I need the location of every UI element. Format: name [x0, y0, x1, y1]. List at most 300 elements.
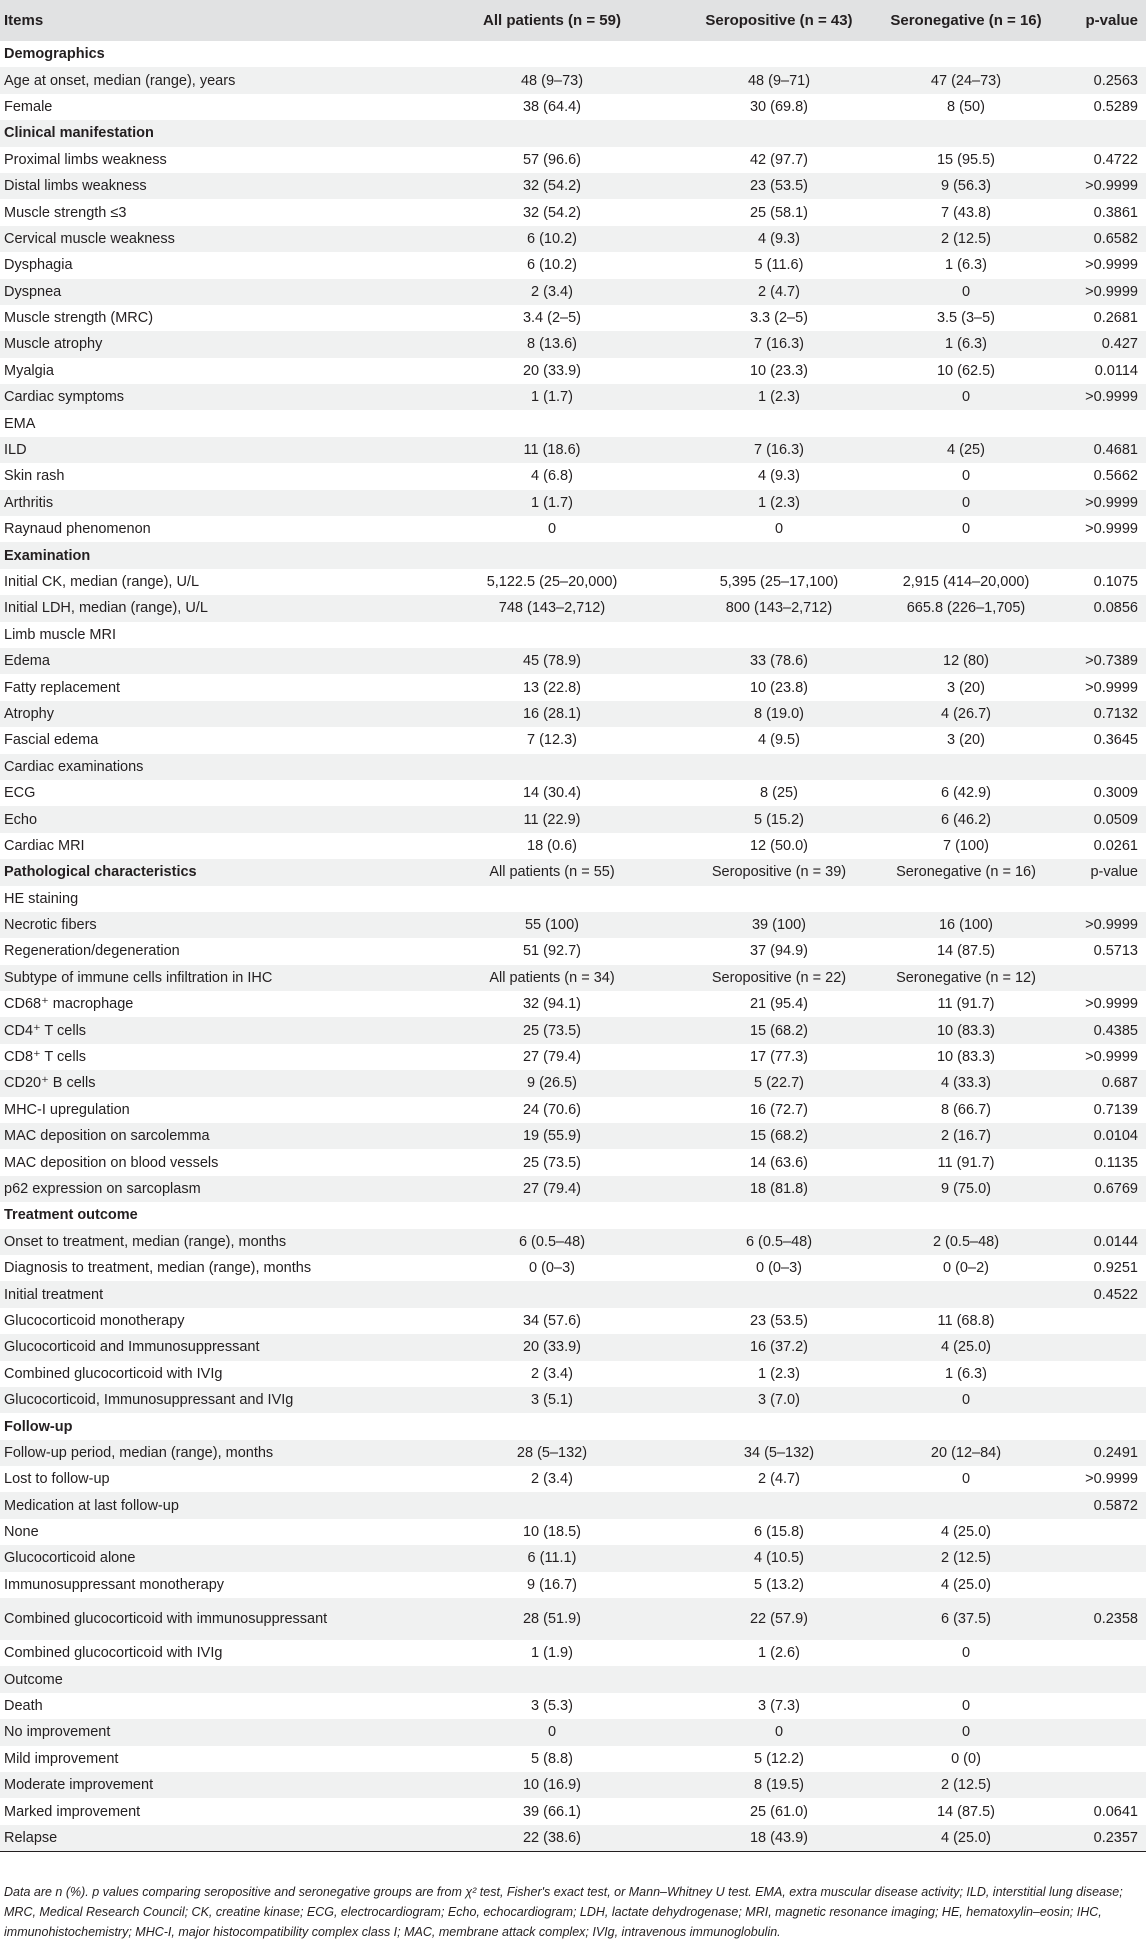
cell-seronegative: 11 (91.7): [937, 996, 995, 1013]
table-row: [0, 1693, 1146, 1719]
row-label: Subtype of immune cells infiltration in IHC: [4, 969, 273, 986]
cell-seronegative: 8 (50): [947, 98, 985, 115]
row-label: Glucocorticoid monotherapy: [4, 1312, 185, 1329]
row-label: CD4⁺ T cells: [4, 1022, 87, 1039]
cell-seronegative: [888, 41, 1044, 67]
cell-p-value: [1044, 1334, 1146, 1360]
row-label: Necrotic fibers: [4, 917, 97, 934]
cell-all-patients: 11 (22.9): [523, 811, 581, 828]
cell-p-value: 0.687: [1101, 1075, 1138, 1092]
cell-p-value: [1044, 1545, 1146, 1571]
cell-all-patients: [434, 41, 670, 67]
row-label: ILD: [4, 442, 27, 459]
cell-all-patients: 9 (26.5): [527, 1075, 577, 1092]
cell-seropositive: 1 (2.6): [758, 1645, 800, 1662]
row-label: Edema: [4, 653, 50, 670]
cell-all-patients: 11 (18.6): [523, 442, 581, 459]
cell-seropositive: [670, 754, 888, 780]
cell-all-patients: 19 (55.9): [522, 1128, 582, 1145]
row-label: Follow-up period, median (range), months: [4, 1444, 274, 1461]
cell-seropositive: [670, 886, 888, 912]
cell-p-value: 0.5289: [1093, 98, 1138, 115]
table-row: [0, 1440, 1146, 1466]
cell-seropositive: 18 (43.9): [749, 1829, 809, 1846]
cell-seronegative: 0 (0): [951, 1750, 981, 1767]
table-row: [0, 1255, 1146, 1281]
table-row: [0, 1149, 1146, 1175]
cell-all-patients: 39 (66.1): [522, 1803, 582, 1820]
cell-all-patients: 0: [547, 1724, 557, 1741]
row-label: MHC-I upregulation: [4, 1101, 130, 1118]
cell-seronegative: 4 (25.0): [941, 1576, 991, 1593]
cell-p-value: >0.9999: [1085, 1471, 1138, 1488]
cell-seropositive: 800 (143–2,712): [725, 600, 833, 617]
table-header-row: [0, 0, 1146, 41]
cell-all-patients: 32 (94.1): [522, 996, 582, 1013]
cell-all-patients: 25 (73.5): [522, 1154, 582, 1171]
cell-seronegative: 11 (68.8): [937, 1312, 995, 1329]
header-seronegative: Seronegative (n = 16): [890, 12, 1042, 29]
row-label: Cardiac MRI: [4, 837, 85, 854]
row-label: Dyspnea: [4, 283, 62, 300]
table-row: [0, 991, 1146, 1017]
cell-seropositive: 6 (0.5–48): [745, 1233, 813, 1250]
cell-all-patients: 10 (16.9): [522, 1777, 582, 1794]
row-label: Raynaud phenomenon: [4, 521, 151, 538]
cell-p-value: [1044, 41, 1146, 67]
cell-seronegative: 14 (87.5): [936, 943, 996, 960]
cell-seropositive: 0 (0–3): [756, 1260, 802, 1277]
row-label: HE staining: [4, 890, 79, 907]
cell-all-patients: 1 (1.7): [531, 389, 573, 406]
row-label: Dysphagia: [4, 257, 73, 274]
table-row: [0, 410, 1146, 436]
table-row: [0, 1545, 1146, 1571]
cell-p-value: 0.2358: [1093, 1610, 1138, 1627]
cell-p-value: >0.9999: [1085, 917, 1138, 934]
cell-seropositive: 0: [774, 1724, 784, 1741]
cell-p-value: 0.4385: [1093, 1022, 1138, 1039]
cell-p-value: 0.427: [1101, 336, 1138, 353]
row-label: MAC deposition on sarcolemma: [4, 1128, 210, 1145]
cell-seropositive: 2 (4.7): [758, 283, 800, 300]
cell-all-patients: 5,122.5 (25–20,000): [486, 574, 618, 590]
row-label: Initial CK, median (range), U/L: [4, 574, 200, 590]
cell-seronegative: 10 (62.5): [936, 362, 996, 379]
table-row: [0, 1281, 1146, 1307]
cell-seropositive: [670, 1202, 888, 1228]
cell-p-value: [1044, 1413, 1146, 1439]
cell-all-patients: [434, 622, 670, 648]
cell-seronegative: 11 (91.7): [937, 1154, 995, 1171]
cell-seropositive: [670, 41, 888, 67]
cell-seronegative: 7 (100): [943, 837, 989, 854]
row-label: Arthritis: [4, 494, 54, 511]
table-row: [0, 965, 1146, 991]
cell-seropositive: 5 (22.7): [754, 1075, 804, 1092]
cell-seronegative: 0: [961, 494, 971, 511]
cell-seronegative: 0: [961, 1471, 971, 1488]
cell-seropositive: 5,395 (25–17,100): [719, 574, 839, 590]
cell-seropositive: 17 (77.3): [749, 1049, 809, 1066]
table-row: [0, 331, 1146, 357]
cell-seropositive: 12 (50.0): [749, 837, 809, 854]
cell-all-patients: 10 (18.5): [522, 1524, 582, 1541]
row-label: Distal limbs weakness: [4, 178, 147, 195]
cell-seropositive: Seropositive (n = 39): [711, 864, 847, 881]
cell-p-value: [1044, 754, 1146, 780]
cell-seronegative: 0: [961, 1698, 971, 1715]
cell-p-value: [1044, 1519, 1146, 1545]
cell-seropositive: 30 (69.8): [749, 98, 809, 115]
row-label: Immunosuppressant monotherapy: [4, 1576, 225, 1593]
cell-seropositive: 22 (57.9): [749, 1610, 809, 1627]
cell-all-patients: 34 (57.6): [522, 1312, 582, 1329]
cell-p-value: >0.9999: [1085, 679, 1138, 696]
row-label: Combined glucocorticoid with immunosuppressant: [4, 1610, 328, 1627]
cell-all-patients: 28 (5–132): [516, 1444, 588, 1461]
table-row: [0, 1361, 1146, 1387]
cell-p-value: >0.9999: [1085, 521, 1138, 538]
cell-seropositive: 3.3 (2–5): [749, 310, 809, 327]
cell-seronegative: [888, 886, 1044, 912]
cell-all-patients: 6 (10.2): [527, 230, 577, 247]
cell-seropositive: 4 (9.3): [758, 230, 800, 247]
cell-p-value: 0.2563: [1093, 72, 1138, 89]
cell-all-patients: 27 (79.4): [522, 1180, 582, 1197]
row-label: Initial LDH, median (range), U/L: [4, 600, 208, 617]
table-row: [0, 1229, 1146, 1255]
cell-p-value: 0.0114: [1094, 362, 1138, 379]
cell-p-value: 0.3009: [1093, 785, 1138, 802]
cell-seronegative: 12 (80): [943, 653, 989, 670]
cell-p-value: 0.3861: [1093, 204, 1138, 221]
cell-all-patients: 55 (100): [524, 917, 579, 934]
cell-all-patients: 1 (1.9): [531, 1645, 573, 1662]
cell-all-patients: [434, 1492, 670, 1518]
table-row: [0, 622, 1146, 648]
row-label: Proximal limbs weakness: [4, 151, 167, 168]
cell-seropositive: 7 (16.3): [754, 336, 804, 353]
cell-seropositive: 21 (95.4): [749, 996, 809, 1013]
row-label: Glucocorticoid and Immunosuppressant: [4, 1339, 260, 1356]
table-row: [0, 437, 1146, 463]
table-row: [0, 1666, 1146, 1692]
row-label: None: [4, 1524, 39, 1541]
cell-seropositive: 25 (58.1): [749, 204, 809, 221]
cell-all-patients: 24 (70.6): [522, 1101, 582, 1118]
table-row: [0, 1492, 1146, 1518]
table-row: [0, 912, 1146, 938]
cell-seropositive: 4 (10.5): [754, 1550, 804, 1567]
cell-seropositive: 6 (15.8): [754, 1524, 804, 1541]
cell-p-value: 0.4522: [1093, 1286, 1138, 1303]
table-row: [0, 1097, 1146, 1123]
cell-seropositive: 34 (5–132): [743, 1444, 815, 1461]
row-label: CD20⁺ B cells: [4, 1075, 96, 1092]
cell-seronegative: [888, 120, 1044, 146]
cell-seropositive: 1 (2.3): [758, 494, 800, 511]
cell-p-value: [1044, 1361, 1146, 1387]
table-row: [0, 1387, 1146, 1413]
cell-p-value: [1044, 1666, 1146, 1692]
table-row: [0, 279, 1146, 305]
cell-seropositive: 33 (78.6): [749, 653, 809, 670]
cell-p-value: >0.9999: [1085, 257, 1138, 274]
table-row: [0, 1598, 1146, 1640]
cell-seronegative: 10 (83.3): [936, 1049, 996, 1066]
table-row: [0, 490, 1146, 516]
table-row: [0, 67, 1146, 93]
cell-seronegative: [888, 1666, 1044, 1692]
table-row: [0, 1308, 1146, 1334]
cell-seronegative: 20 (12–84): [930, 1444, 1002, 1461]
cell-all-patients: 27 (79.4): [522, 1049, 582, 1066]
cell-seronegative: 47 (24–73): [930, 72, 1002, 89]
cell-p-value: 0.4722: [1093, 151, 1138, 168]
cell-p-value: 0.6769: [1093, 1180, 1138, 1197]
table-row: [0, 384, 1146, 410]
cell-p-value: 0.6582: [1093, 230, 1138, 247]
table-row: [0, 1017, 1146, 1043]
cell-all-patients: All patients (n = 34): [489, 969, 615, 986]
cell-p-value: >0.9999: [1085, 389, 1138, 406]
cell-p-value: 0.5662: [1093, 468, 1138, 485]
cell-p-value: 0.0856: [1093, 600, 1138, 617]
header-seropositive: Seropositive (n = 43): [705, 12, 853, 29]
cell-seronegative: 4 (33.3): [941, 1075, 991, 1092]
cell-all-patients: 3 (5.1): [531, 1392, 573, 1409]
row-label: Glucocorticoid alone: [4, 1550, 136, 1567]
cell-p-value: 0.9251: [1093, 1260, 1138, 1277]
row-label: Medication at last follow-up: [4, 1497, 179, 1514]
table-row: [0, 358, 1146, 384]
row-label: Follow-up: [4, 1418, 73, 1435]
cell-seronegative: Seronegative (n = 16): [896, 864, 1036, 881]
cell-seronegative: 0 (0–2): [943, 1260, 989, 1277]
cell-p-value: [1044, 622, 1146, 648]
cell-all-patients: 32 (54.2): [522, 178, 582, 195]
table-row: [0, 886, 1146, 912]
cell-p-value: [1044, 120, 1146, 146]
cell-seronegative: [888, 754, 1044, 780]
cell-seronegative: 2 (12.5): [941, 1550, 991, 1567]
cell-seropositive: 10 (23.8): [749, 679, 809, 696]
row-label: Clinical manifestation: [4, 125, 154, 142]
row-label: Moderate improvement: [4, 1777, 154, 1794]
table-row: [0, 199, 1146, 225]
cell-all-patients: 13 (22.8): [522, 679, 582, 696]
cell-p-value: 0.5713: [1093, 943, 1138, 960]
cell-seronegative: 1 (6.3): [945, 336, 987, 353]
table-row: [0, 780, 1146, 806]
cell-seropositive: 2 (4.7): [758, 1471, 800, 1488]
cell-all-patients: [434, 886, 670, 912]
table-row: [0, 173, 1146, 199]
cell-p-value: 0.0104: [1093, 1128, 1138, 1145]
cell-p-value: 0.2357: [1093, 1829, 1138, 1846]
row-label: Myalgia: [4, 362, 54, 379]
row-label: ECG: [4, 785, 36, 802]
cell-seropositive: 42 (97.7): [749, 151, 809, 168]
cell-seronegative: 3.5 (3–5): [936, 310, 996, 327]
cell-all-patients: [434, 1202, 670, 1228]
cell-seropositive: [670, 410, 888, 436]
cell-p-value: [1044, 1772, 1146, 1798]
cell-p-value: >0.9999: [1085, 283, 1138, 300]
row-label: Demographics: [4, 46, 105, 63]
row-label: Relapse: [4, 1829, 58, 1846]
cell-all-patients: 48 (9–73): [520, 72, 584, 89]
cell-p-value: 0.0261: [1093, 837, 1138, 854]
cell-all-patients: 22 (38.6): [522, 1829, 582, 1846]
table-row: [0, 94, 1146, 120]
cell-seronegative: [888, 410, 1044, 436]
table-row: [0, 648, 1146, 674]
cell-all-patients: 16 (28.1): [522, 705, 582, 722]
table-row: [0, 754, 1146, 780]
cell-p-value: 0.3645: [1093, 732, 1138, 749]
row-label: No improvement: [4, 1724, 111, 1741]
table-row: [0, 938, 1146, 964]
row-label: Lost to follow-up: [4, 1471, 110, 1488]
cell-seronegative: 4 (25): [947, 442, 985, 459]
cell-seropositive: 5 (15.2): [754, 811, 804, 828]
table-row: [0, 1572, 1146, 1598]
cell-p-value: [1044, 1308, 1146, 1334]
cell-seronegative: 6 (46.2): [941, 811, 991, 828]
cell-seronegative: 0: [961, 468, 971, 485]
cell-all-patients: 2 (3.4): [531, 1365, 573, 1382]
cell-all-patients: 28 (51.9): [522, 1610, 582, 1627]
cell-p-value: 0.1135: [1094, 1154, 1138, 1171]
cell-all-patients: [434, 410, 670, 436]
row-label: Fascial edema: [4, 732, 99, 749]
table-row: [0, 1044, 1146, 1070]
cell-seropositive: 1 (2.3): [758, 389, 800, 406]
cell-seropositive: 37 (94.9): [749, 943, 809, 960]
cell-seronegative: 1 (6.3): [945, 257, 987, 274]
section-row: [0, 1413, 1146, 1439]
table-row: [0, 727, 1146, 753]
row-label: Treatment outcome: [4, 1207, 138, 1224]
cell-seronegative: 0: [961, 389, 971, 406]
cell-all-patients: 3.4 (2–5): [522, 310, 582, 327]
cell-all-patients: 14 (30.4): [522, 785, 582, 802]
cell-seropositive: 14 (63.6): [749, 1154, 809, 1171]
row-label: MAC deposition on blood vessels: [4, 1154, 219, 1171]
table-row: [0, 833, 1146, 859]
cell-all-patients: 1 (1.7): [531, 494, 573, 511]
cell-seropositive: [670, 622, 888, 648]
section-row: [0, 41, 1146, 67]
cell-p-value: >0.7389: [1085, 653, 1138, 670]
cell-all-patients: [434, 754, 670, 780]
cell-seropositive: 8 (19.0): [754, 705, 804, 722]
cell-all-patients: 20 (33.9): [522, 362, 582, 379]
cell-seropositive: [670, 1492, 888, 1518]
cell-all-patients: [434, 542, 670, 568]
cell-p-value: 0.0144: [1093, 1233, 1138, 1250]
cell-p-value: 0.5872: [1093, 1497, 1138, 1514]
cell-seronegative: 15 (95.5): [936, 151, 996, 168]
cell-seronegative: 4 (25.0): [941, 1829, 991, 1846]
table-row: [0, 226, 1146, 252]
cell-all-patients: 32 (54.2): [522, 204, 582, 221]
cell-p-value: >0.9999: [1085, 178, 1138, 195]
cell-p-value: [1044, 1719, 1146, 1745]
cell-p-value: 0.2681: [1093, 310, 1138, 327]
table-row: [0, 463, 1146, 489]
cell-all-patients: 6 (10.2): [527, 257, 577, 274]
table-row: [0, 1123, 1146, 1149]
table-row: [0, 595, 1146, 621]
cell-seronegative: 3 (20): [947, 679, 985, 696]
table-row: [0, 569, 1146, 595]
cell-p-value: 0.1075: [1093, 574, 1138, 590]
row-label: EMA: [4, 415, 36, 432]
cell-all-patients: 9 (16.7): [527, 1576, 577, 1593]
cell-all-patients: 4 (6.8): [531, 468, 573, 485]
cell-all-patients: 20 (33.9): [522, 1339, 582, 1356]
cell-p-value: >0.9999: [1085, 1049, 1138, 1066]
cell-seropositive: 4 (9.5): [758, 732, 800, 749]
cell-seropositive: [670, 120, 888, 146]
cell-seropositive: 23 (53.5): [749, 1312, 809, 1329]
table-row: [0, 1519, 1146, 1545]
table-row: [0, 1466, 1146, 1492]
row-label: Muscle strength ≤3: [4, 204, 127, 221]
cell-seropositive: 5 (12.2): [754, 1750, 804, 1767]
row-label: Fatty replacement: [4, 679, 121, 696]
cell-seropositive: Seropositive (n = 22): [711, 969, 847, 986]
cell-all-patients: [434, 1281, 670, 1307]
row-label: Skin rash: [4, 468, 65, 485]
header-all-patients: All patients (n = 59): [483, 12, 621, 29]
cell-seronegative: [888, 1281, 1044, 1307]
row-label: Cardiac symptoms: [4, 389, 125, 406]
cell-seropositive: 8 (19.5): [754, 1777, 804, 1794]
cell-all-patients: 51 (92.7): [522, 943, 582, 960]
cell-all-patients: 6 (0.5–48): [518, 1233, 586, 1250]
cell-p-value: 0.4681: [1093, 442, 1138, 459]
cell-p-value: [1044, 542, 1146, 568]
cell-p-value: 0.7139: [1093, 1101, 1138, 1118]
cell-all-patients: [434, 120, 670, 146]
table-row: [0, 1176, 1146, 1202]
cell-seropositive: [670, 1281, 888, 1307]
cell-all-patients: 45 (78.9): [522, 653, 582, 670]
row-label: CD68⁺ macrophage: [4, 996, 134, 1013]
cell-all-patients: [434, 1413, 670, 1439]
row-label: Echo: [4, 811, 38, 828]
row-label: Glucocorticoid, Immunosuppressant and IVIg: [4, 1392, 294, 1409]
cell-seropositive: 4 (9.3): [758, 468, 800, 485]
cell-seronegative: 7 (43.8): [941, 204, 991, 221]
cell-seropositive: 5 (11.6): [754, 257, 804, 274]
cell-seronegative: 2 (12.5): [941, 1777, 991, 1794]
cell-seronegative: [888, 542, 1044, 568]
cell-seronegative: 6 (42.9): [941, 785, 991, 802]
cell-seronegative: [888, 1413, 1044, 1439]
cell-seropositive: 48 (9–71): [747, 72, 811, 89]
row-label: Cardiac examinations: [4, 758, 144, 775]
cell-p-value: 0.7132: [1093, 705, 1138, 722]
row-label: p62 expression on sarcoplasm: [4, 1180, 201, 1197]
cell-all-patients: 38 (64.4): [522, 98, 582, 115]
row-label: Mild improvement: [4, 1750, 119, 1767]
cell-seronegative: 2,915 (414–20,000): [902, 574, 1030, 590]
